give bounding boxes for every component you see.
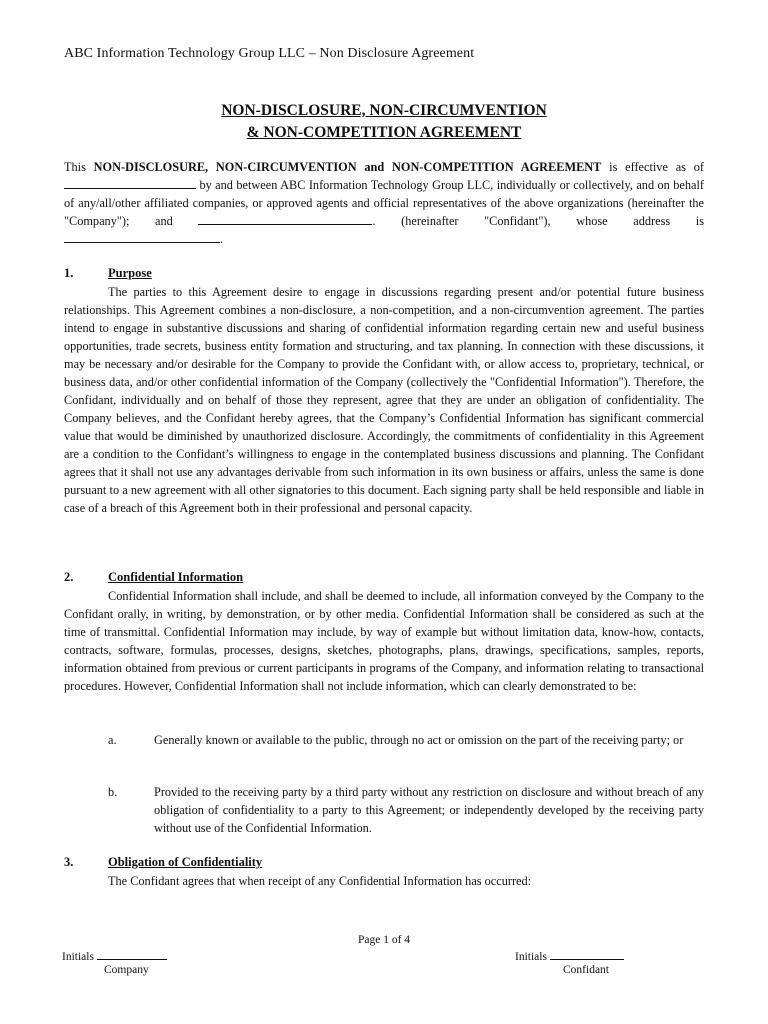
section-title: Purpose bbox=[108, 266, 152, 280]
section-2-text: Confidential Information shall include, and shall be deemed to include, all information conveyed by the Company to the Confidant orally, in writing, by demonstration, or by other media. Confidential Information shall be considered as such at the time of transmittal. Confidential Information may include, by way of example but without limitation data, know-how, contacts, contracts, software, formulas, processes, designs, sketches, photographs, plans, drawings, specifications, samples, reports, information obtained from previous or current participants in programs of the Company, and information relating to transactional procedures. However, Confidential Information shall not include information, which can clearly demonstrated to be: bbox=[64, 589, 704, 693]
company-role-label: Company bbox=[104, 964, 149, 976]
intro-text-1: This bbox=[64, 160, 94, 174]
section-1-heading bbox=[64, 266, 152, 281]
confidant-initials bbox=[515, 948, 624, 963]
section-title: Confidential Information bbox=[108, 570, 244, 584]
list-item bbox=[108, 731, 704, 749]
document-header: ABC Information Technology Group LLC – Non Disclosure Agreement bbox=[64, 46, 475, 61]
list-letter: a. bbox=[108, 733, 117, 747]
section-3-heading bbox=[64, 855, 262, 870]
intro-text-5: . bbox=[220, 232, 224, 246]
intro-text-2: is effective as of bbox=[601, 160, 704, 174]
intro-text-4: . (hereinafter "Confidant"), whose address is bbox=[372, 214, 704, 228]
company-initials-blank[interactable] bbox=[97, 948, 167, 960]
list-item bbox=[108, 783, 704, 837]
list-text: Generally known or available to the public, through no act or omission on the part of the receiving party; or bbox=[154, 733, 684, 747]
initials-label: Initials bbox=[62, 951, 94, 963]
intro-text-3: by and between ABC Information Technology Group LLC, individually or collectively, and on behalf of any/all/other affiliated companies, or approved agents and official representatives of the above organizations (hereinafter the "Company"); and bbox=[64, 178, 704, 228]
company-initials bbox=[62, 948, 167, 963]
page-number: Page 1 of 4 bbox=[357, 934, 411, 946]
list-text: Provided to the receiving party by a third party without any restriction on disclosure and without breach of any obligation of confidentiality to a party to this Agreement; or independently developed by the receiving party without use of the Confidential Information. bbox=[154, 785, 704, 835]
section-2-heading bbox=[64, 570, 243, 585]
section-number: 2. bbox=[64, 570, 74, 584]
initials-label: Initials bbox=[515, 951, 547, 963]
section-3-text: The Confidant agrees that when receipt of any Confidential Information has occurred: bbox=[108, 874, 532, 888]
section-number: 3. bbox=[64, 855, 74, 869]
section-title: Obligation of Confidentiality bbox=[108, 855, 263, 869]
confidant-name-blank[interactable] bbox=[198, 212, 372, 225]
section-1-text: The parties to this Agreement desire to engage in discussions regarding present and/or potential future business relationships. This Agreement combines a non-disclosure, a non-competition, and a non-circumvention agreement. The parties intend to engage in substantive discussions and sharing of confidential information regarding certain new and useful business opportunities, trade secrets, business entity formation and structuring, and tax planning. In connection with these discussions, it may be necessary and/or desirable for the Company to provide the Confidant with, or allow access to, proprietary, technical, or business data, and/or other confidential information of the Company (collectively the "Confidential Information"). Therefore, the Confidant, individually and on behalf of those they represent, agree that they are under an obligation of confidentiality. The Company believes, and the Confidant hereby agrees, that the Company’s Confidential Information has significant commercial value that would be diminished by unauthorized disclosure. Accordingly, the commitments of confidentiality in this Agreement are a condition to the Confidant’s willingness to engage in the contemplated business discussions and planning. The Confidant agrees that it shall not use any advantages derivable from such information in its own business or affairs, unless the same is done pursuant to a new agreement with all other signatories to this document. Each signing party shall be held responsible and liable in case of a breach of this Agreement both in their professional and personal capacity. bbox=[64, 285, 704, 515]
address-blank[interactable] bbox=[64, 230, 220, 243]
effective-date-blank[interactable] bbox=[64, 176, 196, 189]
intro-paragraph bbox=[64, 158, 704, 248]
title-line-1: NON-DISCLOSURE, NON-CIRCUMVENTION bbox=[221, 102, 547, 119]
confidant-initials-blank[interactable] bbox=[550, 948, 624, 960]
title-line-2: & NON-COMPETITION AGREEMENT bbox=[246, 124, 522, 141]
confidant-role-label: Confidant bbox=[563, 964, 609, 976]
list-letter: b. bbox=[108, 785, 118, 799]
section-number: 1. bbox=[64, 266, 74, 280]
agreement-name: NON-DISCLOSURE, NON-CIRCUMVENTION and NON-COMPETITION AGREEMENT bbox=[93, 160, 602, 174]
document-title bbox=[0, 100, 768, 144]
